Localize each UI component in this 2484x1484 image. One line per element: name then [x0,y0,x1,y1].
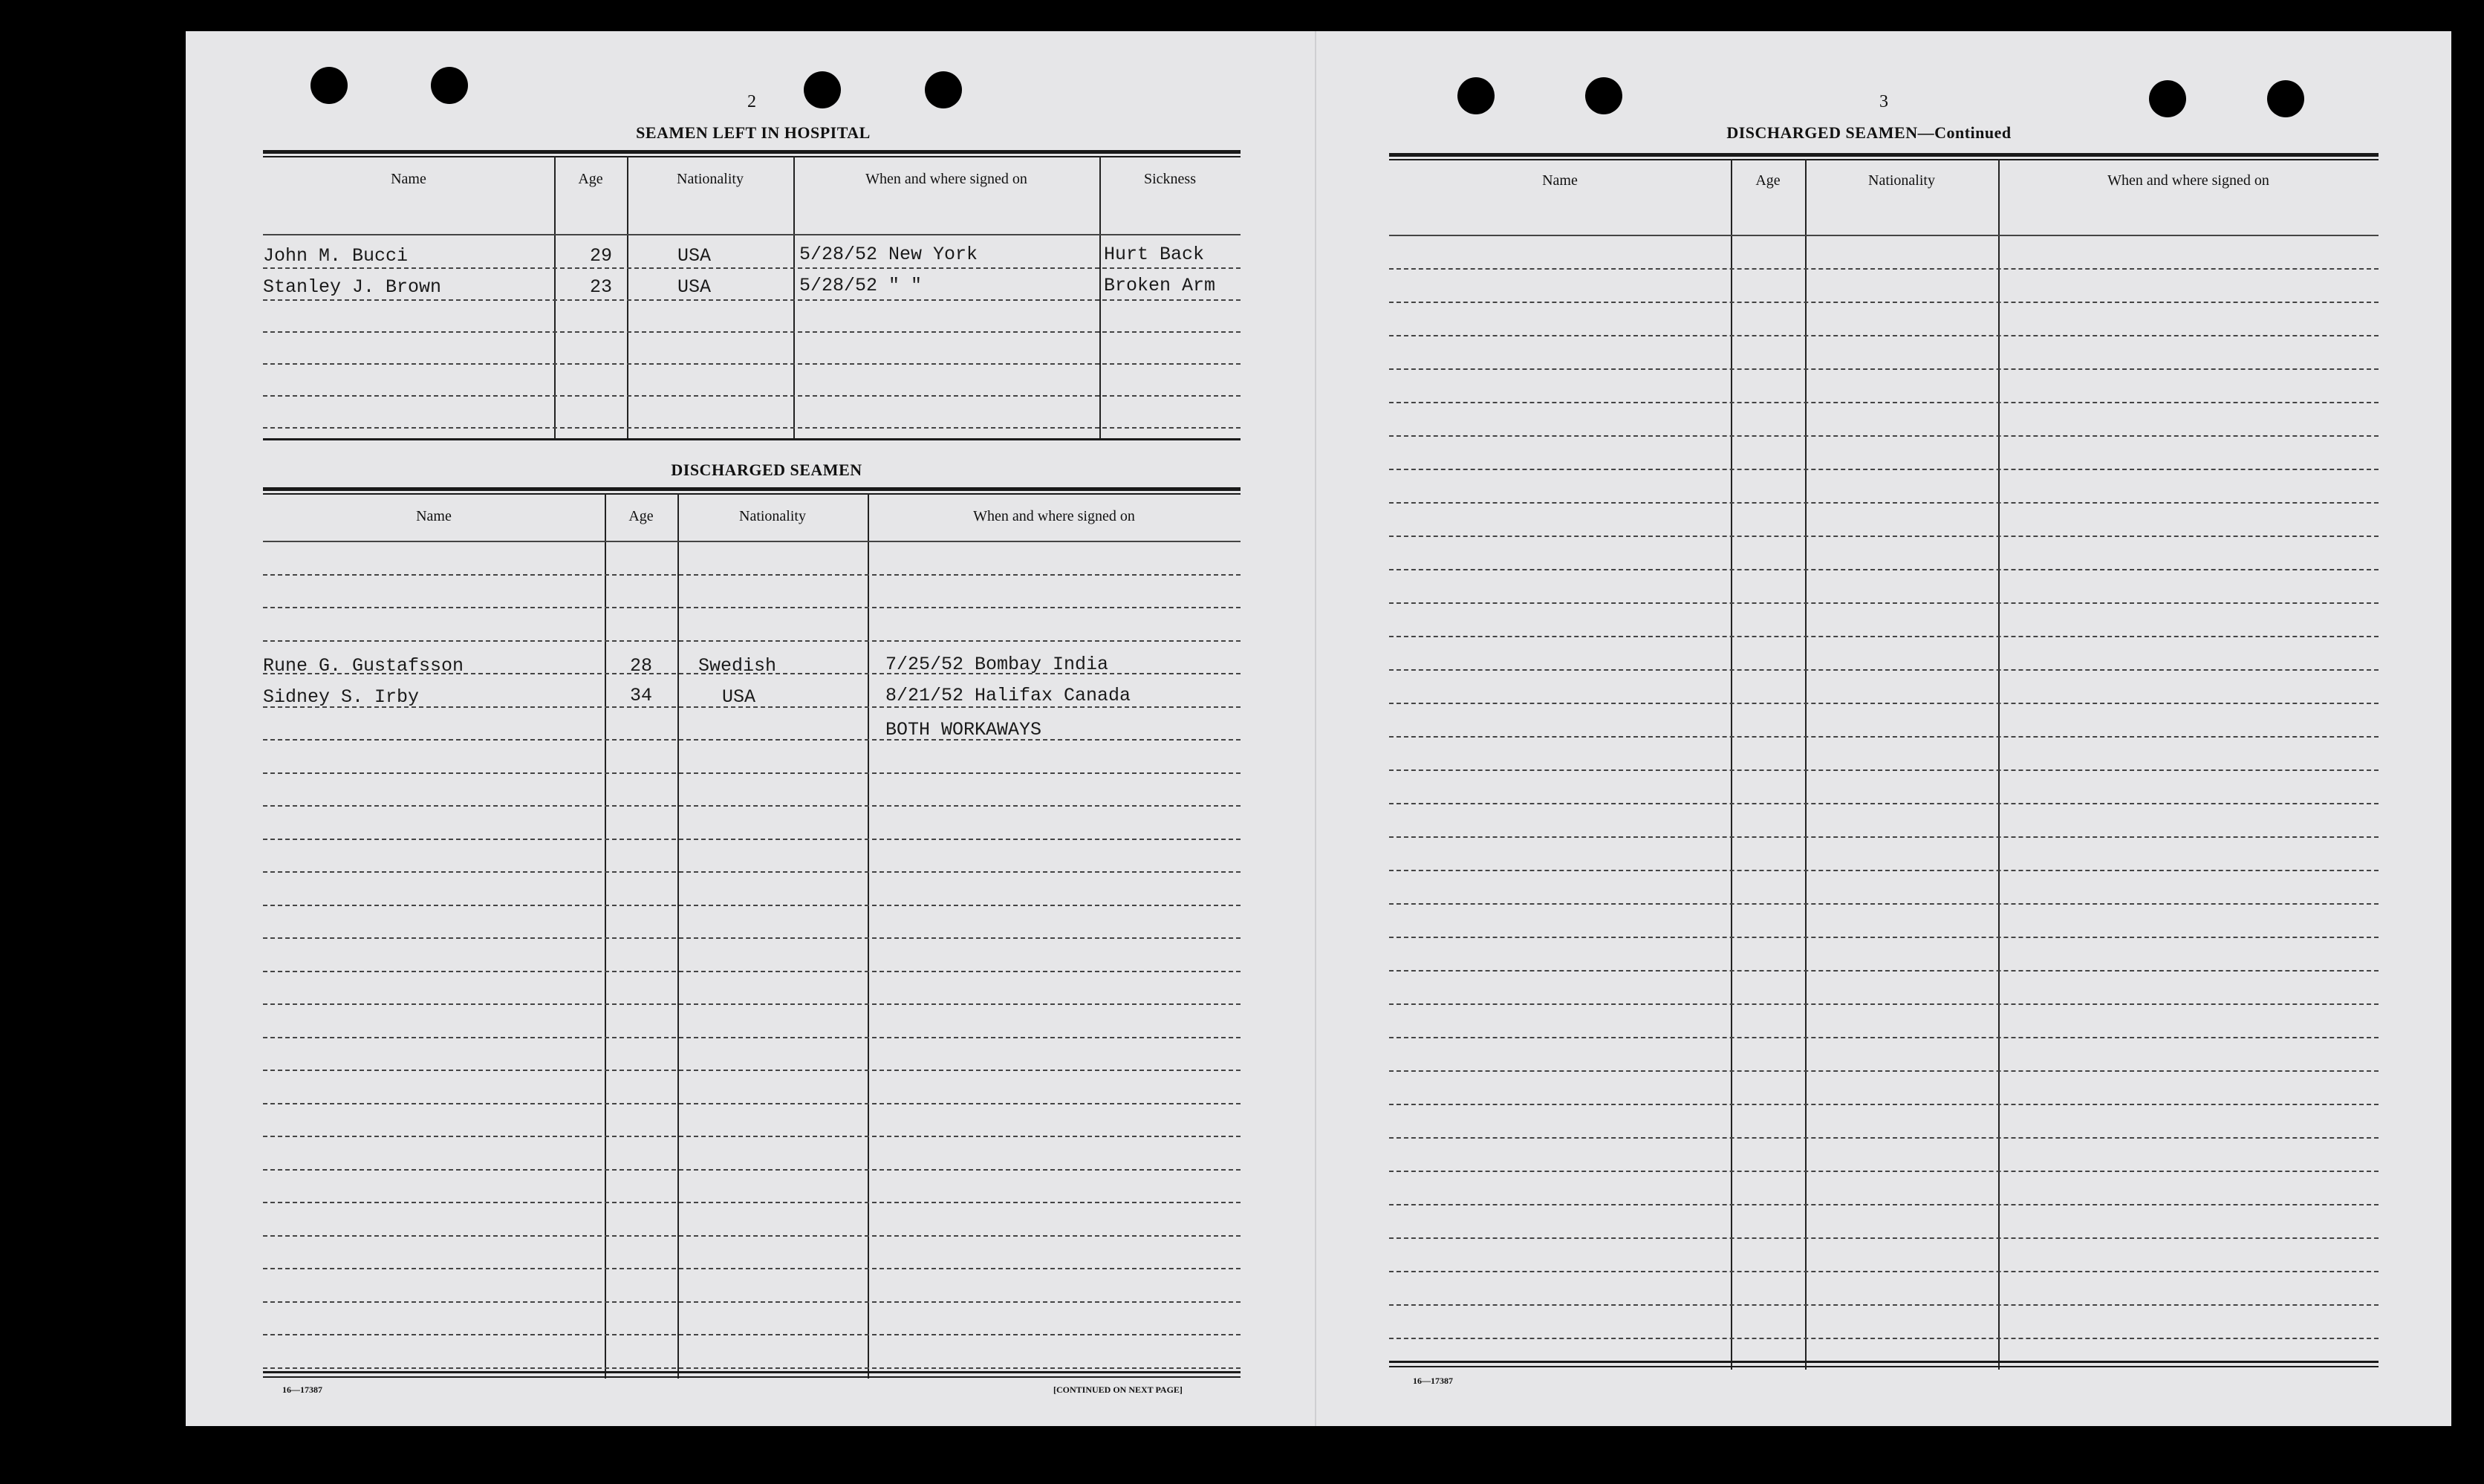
row-rule [1389,703,2379,704]
col-header-sickness: Sickness [1144,171,1196,187]
discharged-table [263,487,1241,1371]
row-rule [1389,1204,2379,1205]
row-rule [1389,235,2379,236]
row-rule [263,1037,1241,1038]
row-rule [1389,402,2379,403]
continued-note: [CONTINUED ON NEXT PAGE] [1053,1384,1183,1395]
document-sheet [186,31,2451,1426]
col-header-age: Age [628,508,654,524]
hospital-row-2-sickness: Broken Arm [1104,275,1216,296]
form-number: 16—17387 [1413,1376,1453,1386]
row-rule [263,1169,1241,1171]
row-rule [263,839,1241,840]
punch-hole [2149,80,2186,117]
punch-hole [1585,77,1622,114]
row-rule [1389,536,2379,537]
row-rule [1389,335,2379,336]
col-header-age: Age [1755,172,1781,189]
row-rule [1389,469,2379,470]
hospital-table [263,150,1241,443]
form-number: 16—17387 [282,1384,322,1395]
hospital-row-2-name: Stanley J. Brown [263,276,442,298]
discharged-row-2-name: Sidney S. Irby [263,686,420,708]
hospital-row-1-sickness: Hurt Back [1104,244,1205,265]
row-rule [1389,937,2379,938]
row-rule [1389,1037,2379,1038]
punch-hole [310,67,348,104]
col-header-nationality: Nationality [1868,172,1935,189]
discharged-row-2-age: 34 [630,685,653,706]
hospital-row-1-name: John M. Bucci [263,245,409,267]
row-rule [263,1202,1241,1203]
row-rule [263,1367,1241,1369]
punch-hole [925,71,962,108]
row-rule [1389,1237,2379,1239]
discharged-note: BOTH WORKAWAYS [885,719,1042,741]
row-rule [1389,803,2379,804]
col-header-signed-on: When and where signed on [2107,172,2269,189]
hospital-row-1-signed-on: 5/28/52 New York [799,244,978,265]
row-rule [263,1268,1241,1269]
discharged-continued-title: DISCHARGED SEAMEN—Continued [1726,123,2012,142]
discharged-row-1-signed-on: 7/25/52 Bombay India [885,654,1109,675]
row-rule [263,871,1241,873]
col-header-signed-on: When and where signed on [865,171,1027,187]
page-number: 3 [1879,92,1888,111]
row-rule [1389,302,2379,303]
col-header-nationality: Nationality [739,508,806,524]
row-rule [1389,268,2379,270]
row-rule [263,739,1241,741]
discharged-row-1-age: 28 [630,655,653,677]
discharged-row-1-name: Rune G. Gustafsson [263,655,464,677]
row-rule [263,1301,1241,1303]
discharged-row-2-nationality: USA [722,686,756,708]
discharged-continued-table [1389,153,2379,1368]
row-rule [1389,1137,2379,1139]
page-number: 2 [747,92,756,111]
hospital-row-1-nationality: USA [677,245,712,267]
row-rule [263,541,1241,542]
discharged-row-2-signed-on: 8/21/52 Halifax Canada [885,685,1131,706]
hospital-row-2-nationality: USA [677,276,712,298]
right-page [1315,31,2451,1426]
row-rule [1389,1338,2379,1339]
row-rule [263,1003,1241,1005]
hospital-row-2-signed-on: 5/28/52 " " [799,275,923,296]
row-rule [1389,836,2379,838]
hospital-row-2-age: 23 [590,276,613,298]
punch-hole [1457,77,1495,114]
row-rule [1389,602,2379,604]
row-rule [1389,1070,2379,1072]
row-rule [263,1235,1241,1237]
row-rule [263,805,1241,807]
row-rule [1389,1304,2379,1306]
hospital-row-1-age: 29 [590,245,613,267]
col-header-signed-on: When and where signed on [973,508,1135,524]
row-rule [1389,1271,2379,1272]
left-page [186,31,1315,1426]
row-rule [263,1070,1241,1071]
row-rule [1389,1003,2379,1005]
row-rule [1389,736,2379,738]
row-rule [263,937,1241,939]
discharged-row-1-nationality: Swedish [698,655,777,677]
row-rule [263,607,1241,608]
row-rule [263,640,1241,642]
discharged-section-title: DISCHARGED SEAMEN [671,461,862,479]
col-header-name: Name [416,508,452,524]
row-rule [263,1334,1241,1335]
row-rule [1389,669,2379,671]
row-rule [1389,435,2379,437]
hospital-section-title: SEAMEN LEFT IN HOSPITAL [636,123,871,142]
row-rule [1389,636,2379,637]
row-rule [263,905,1241,906]
row-rule [1389,368,2379,370]
row-rule [1389,569,2379,570]
row-rule [1389,1171,2379,1172]
row-rule [263,1103,1241,1104]
row-rule [263,971,1241,972]
col-header-name: Name [1542,172,1578,189]
punch-hole [431,67,468,104]
col-header-age: Age [578,171,603,187]
row-rule [263,772,1241,774]
row-rule [263,574,1241,576]
punch-hole [2267,80,2304,117]
row-rule [1389,970,2379,972]
row-rule [1389,1104,2379,1105]
col-header-name: Name [391,171,426,187]
punch-hole [804,71,841,108]
row-rule [263,1136,1241,1137]
row-rule [1389,903,2379,905]
row-rule [1389,502,2379,504]
col-header-nationality: Nationality [677,171,744,187]
row-rule [1389,769,2379,771]
row-rule [1389,870,2379,871]
